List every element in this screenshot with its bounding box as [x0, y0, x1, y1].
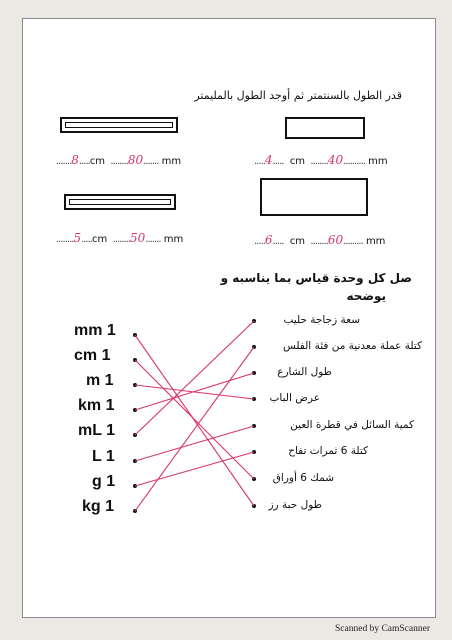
match-item: طول حبة رز: [268, 499, 322, 511]
unit-label: kg 1: [82, 498, 115, 515]
measure-line-4: .....6..... cm ........60......... mm: [254, 233, 386, 247]
unit-label: km 1: [78, 397, 115, 414]
match-item: سعة زجاجة حليب: [283, 314, 360, 326]
mm-unit-label: mm: [161, 156, 182, 167]
mm-unit-label: mm: [365, 236, 386, 247]
mm-unit-label: mm: [163, 234, 184, 245]
measure-line-2: .....4..... cm ........40.......... mm: [254, 153, 388, 167]
cm-answer-3: 5: [73, 231, 82, 245]
section1-instruction: قدر الطول بالسنتمتر ثم أوجد الطول بالمليمتر: [194, 89, 402, 102]
cm-answer-2: 4: [264, 153, 273, 167]
unit-label: mm 1: [74, 322, 116, 339]
mm-answer-4: 60: [327, 233, 344, 247]
match-item: عرض الباب: [269, 392, 320, 404]
cm-unit-label: cm: [89, 156, 106, 167]
measure-line-1: .......8.....cm ........80....... mm: [56, 153, 182, 167]
mm-answer-2: 40: [327, 153, 344, 167]
match-item: كمية السائل في قطرة العين: [290, 419, 414, 431]
mm-answer-3: 50: [130, 231, 146, 245]
unit-label: mL 1: [78, 422, 116, 439]
unit-label: m 1: [86, 372, 114, 389]
unit-label: L 1: [92, 448, 115, 465]
mm-unit-label: mm: [368, 156, 388, 167]
section2-heading: صل كل وحدة قياس بما يناسبه و: [220, 271, 412, 285]
cm-answer-4: 6: [264, 233, 273, 247]
match-item: طول الشارع: [277, 366, 332, 378]
mm-answer-1: 80: [127, 153, 144, 167]
match-item: كتلة عملة معدنية من فئة الفلس: [282, 340, 422, 352]
scanner-footer: Scanned by CamScanner: [335, 624, 430, 634]
unit-label: cm 1: [74, 347, 111, 364]
cm-unit-label: cm: [91, 234, 108, 245]
match-item: شمك 6 أوراق: [272, 472, 334, 484]
unit-label: g 1: [92, 473, 116, 490]
section2-heading-cont: يوضحه: [346, 289, 386, 303]
match-line: [135, 347, 254, 511]
match-item: كتلة 6 ثمرات تفاح: [288, 445, 368, 457]
measure-line-3: ........5.....cm ........50....... mm: [56, 231, 184, 245]
match-line: [135, 426, 254, 461]
cm-answer-1: 8: [71, 153, 79, 167]
cm-unit-label: cm: [289, 236, 306, 247]
cm-unit-label: cm: [289, 156, 306, 167]
